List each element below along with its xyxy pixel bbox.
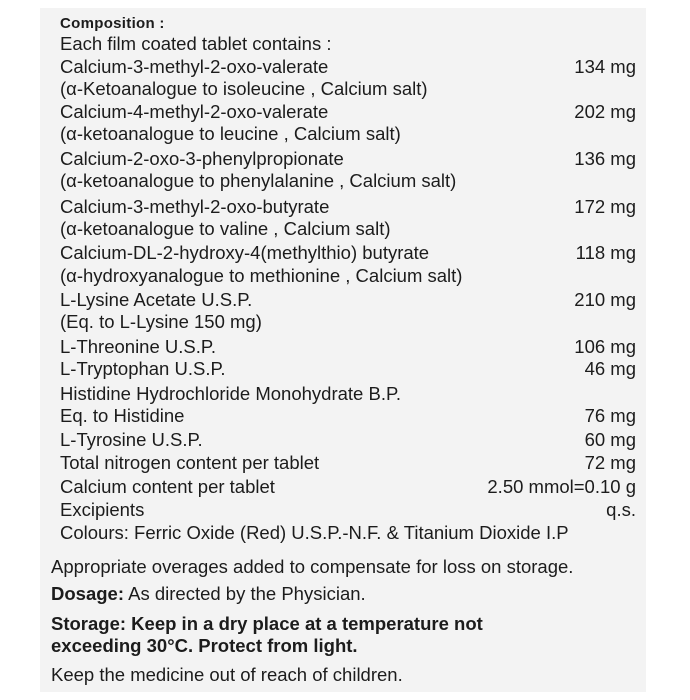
- ingredient-name: Calcium-DL-2-hydroxy-4(methylthio) butyrate: [60, 242, 430, 263]
- ingredient-amount: 106 mg: [574, 336, 636, 357]
- ingredient-name: Calcium-3-methyl-2-oxo-butyrate: [60, 196, 330, 217]
- ingredient-name: (α-ketoanalogue to leucine , Calcium salt): [60, 123, 401, 144]
- ingredient-row: [60, 170, 636, 192]
- storage-note-line2: exceeding 30°C. Protect from light.: [51, 635, 358, 656]
- ingredient-row: [60, 405, 636, 427]
- ingredient-row: [60, 218, 636, 240]
- ingredient-amount: 136 mg: [574, 148, 636, 169]
- ingredient-name: Calcium-3-methyl-2-oxo-valerate: [60, 56, 329, 77]
- ingredient-row: [60, 101, 636, 123]
- overages-note: Appropriate overages added to compensate for loss on storage.: [51, 556, 574, 577]
- ingredient-name: (α-hydroxyanalogue to methionine , Calcium salt): [60, 265, 463, 286]
- ingredient-name: Calcium-4-methyl-2-oxo-valerate: [60, 101, 329, 122]
- ingredient-row: [60, 499, 636, 521]
- ingredient-row: [60, 452, 636, 474]
- ingredient-name: L-Tryptophan U.S.P.: [60, 358, 226, 379]
- ingredient-name: Histidine Hydrochloride Monohydrate B.P.: [60, 383, 402, 404]
- ingredient-row: [60, 311, 636, 333]
- ingredient-amount: 72 mg: [584, 452, 636, 473]
- composition-heading: Composition :: [60, 15, 165, 32]
- ingredient-row: [60, 56, 636, 78]
- ingredient-name: Total nitrogen content per tablet: [60, 452, 320, 473]
- ingredient-row: [60, 148, 636, 170]
- ingredient-name: L-Threonine U.S.P.: [60, 336, 216, 357]
- ingredient-amount: 118 mg: [575, 242, 636, 263]
- ingredient-name: L-Tyrosine U.S.P.: [60, 429, 203, 450]
- ingredient-row: [60, 265, 636, 287]
- ingredient-amount: 76 mg: [584, 405, 636, 426]
- ingredient-row: [60, 123, 636, 145]
- ingredient-row: [60, 383, 636, 405]
- ingredient-row: [60, 196, 636, 218]
- ingredient-row: [60, 358, 636, 380]
- ingredient-name: Eq. to Histidine: [60, 405, 185, 426]
- ingredient-amount: 46 mg: [584, 358, 636, 379]
- ingredient-row: [60, 242, 636, 264]
- composition-intro: Each film coated tablet contains :: [60, 33, 332, 54]
- ingredient-name: Calcium content per tablet: [60, 476, 275, 497]
- ingredient-name: Calcium-2-oxo-3-phenylpropionate: [60, 148, 344, 169]
- ingredient-row: [60, 522, 636, 544]
- ingredient-name: (α-ketoanalogue to phenylalanine , Calcium salt): [60, 170, 457, 191]
- ingredient-name: (Eq. to L-Lysine 150 mg): [60, 311, 262, 332]
- dosage-note: [51, 583, 638, 605]
- ingredient-name: (α-Ketoanalogue to isoleucine , Calcium salt): [60, 78, 428, 99]
- ingredient-amount: 60 mg: [584, 429, 636, 450]
- ingredient-row: [60, 289, 636, 311]
- ingredient-row: [60, 336, 636, 358]
- ingredient-name: L-Lysine Acetate U.S.P.: [60, 289, 253, 310]
- ingredient-amount: q.s.: [606, 499, 636, 520]
- ingredient-row: [60, 476, 636, 498]
- dosage-label: Dosage:: [51, 583, 124, 604]
- storage-note-line1: Storage: Keep in a dry place at a temperature not: [51, 613, 483, 634]
- ingredient-row: [60, 429, 636, 451]
- ingredient-amount: 172 mg: [574, 196, 636, 217]
- ingredient-name: Excipients: [60, 499, 145, 520]
- dosage-text: As directed by the Physician.: [124, 583, 366, 604]
- ingredient-amount: 210 mg: [574, 289, 636, 310]
- ingredient-name: Colours: Ferric Oxide (Red) U.S.P.-N.F. & Titanium Dioxide I.P: [60, 522, 569, 543]
- ingredient-amount: 2.50 mmol=0.10 g: [487, 476, 636, 497]
- ingredient-row: [60, 78, 636, 100]
- ingredient-name: (α-ketoanalogue to valine , Calcium salt): [60, 218, 391, 239]
- ingredient-amount: 134 mg: [574, 56, 636, 77]
- ingredient-amount: 202 mg: [574, 101, 636, 122]
- children-warning: Keep the medicine out of reach of children.: [51, 664, 403, 685]
